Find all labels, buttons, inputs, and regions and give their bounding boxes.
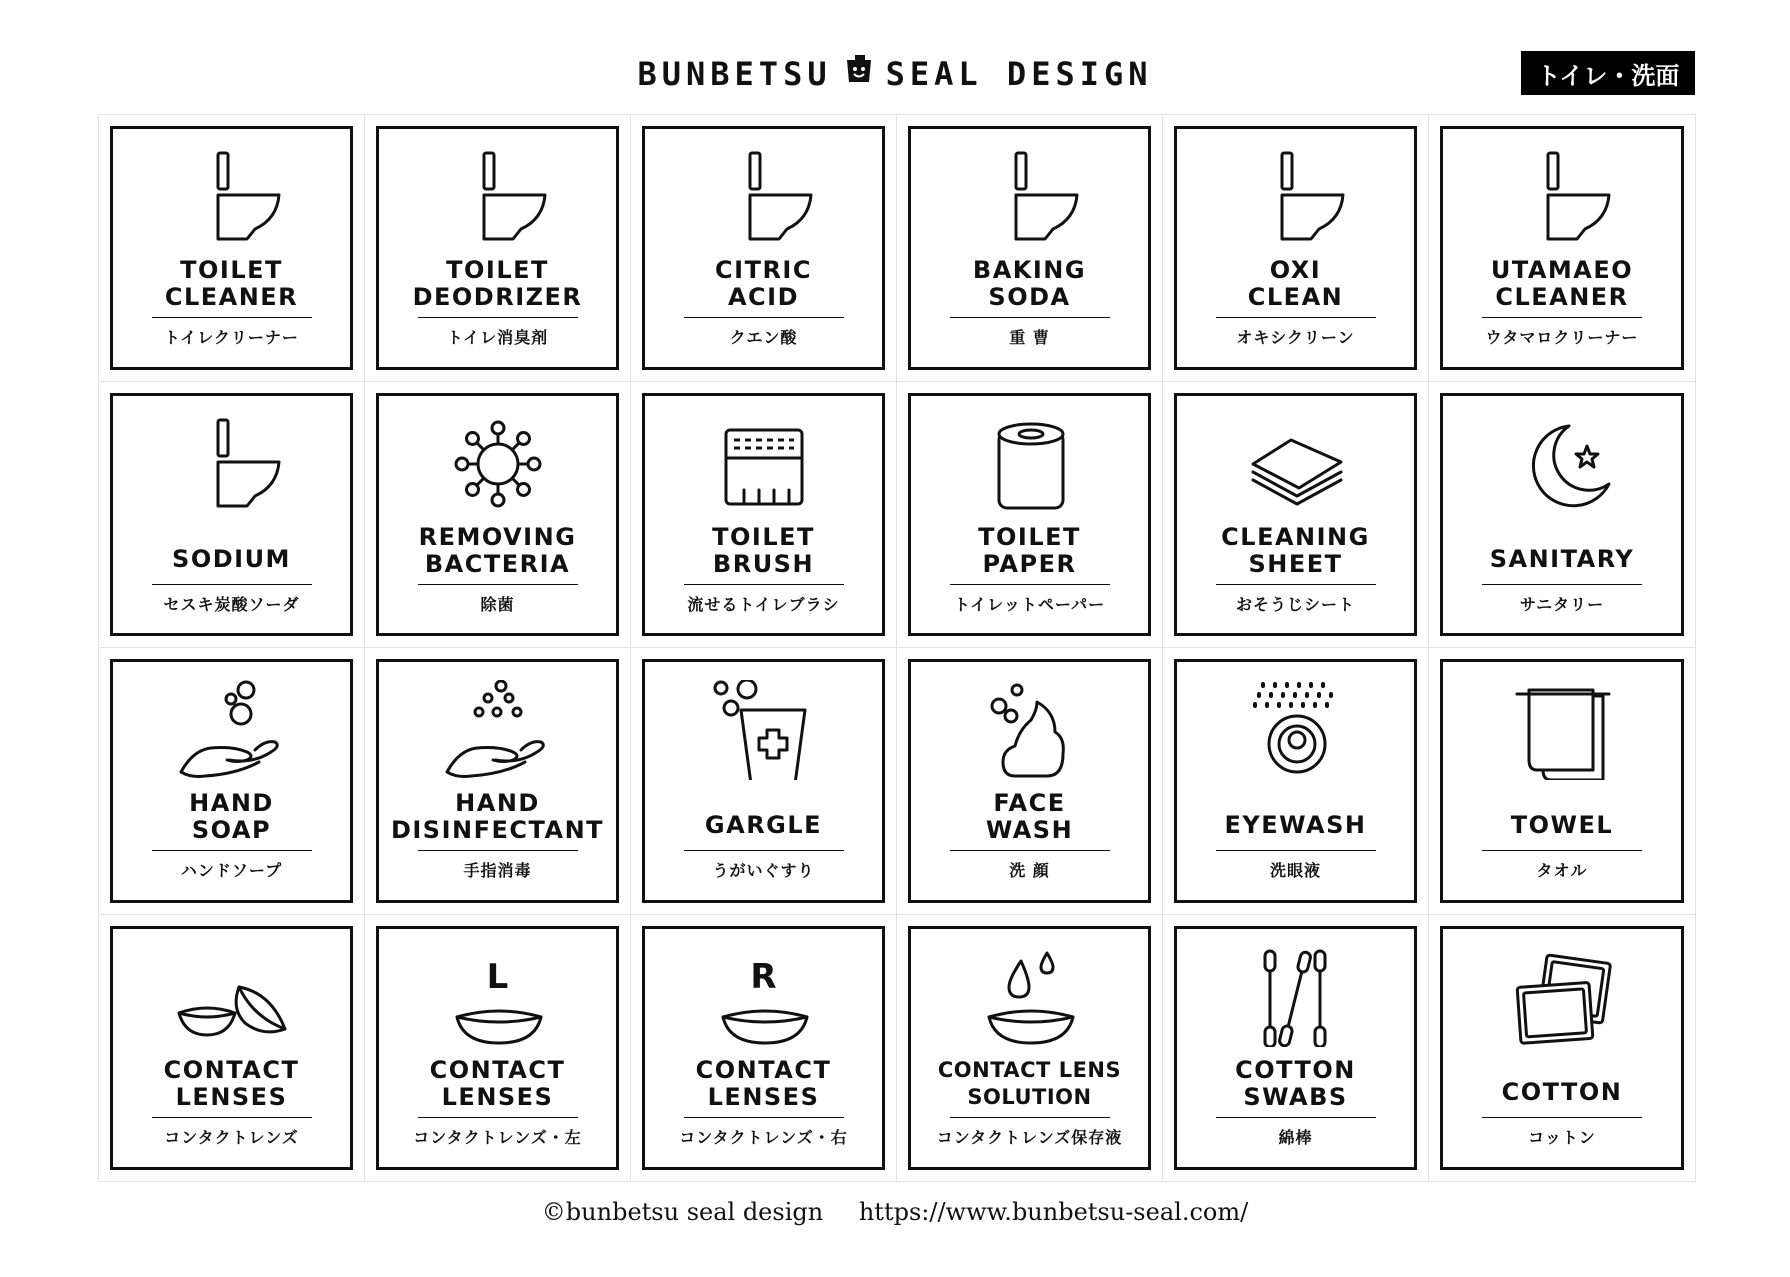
seal-title — [1443, 546, 1681, 573]
seal-divider — [418, 1117, 578, 1118]
seal-label — [1174, 126, 1417, 370]
seal-japanese-label: おそうじシート — [1235, 594, 1355, 614]
seal-title — [911, 524, 1148, 578]
seal-cell — [631, 648, 897, 915]
lens-side-mark: L — [486, 956, 509, 997]
seal-cell — [1163, 382, 1429, 649]
seal-title-line: TOILET — [978, 522, 1081, 551]
seal-divider — [1216, 850, 1376, 851]
seal-japanese-label: セスキ炭酸ソーダ — [163, 594, 300, 614]
seal-divider — [1482, 317, 1642, 318]
seal-label — [376, 926, 619, 1171]
seal-title-line: BRUSH — [712, 549, 815, 578]
seal-title-line: CONTACT — [163, 1055, 300, 1084]
seal-label — [110, 393, 353, 637]
seal-title-line: SODIUM — [172, 544, 291, 573]
seal-cell — [99, 915, 365, 1182]
seal-title — [911, 1057, 1148, 1111]
seal-cell — [897, 915, 1163, 1182]
seal-japanese-label: トイレ消臭剤 — [446, 328, 549, 347]
seal-divider — [152, 584, 312, 585]
seal-label — [376, 659, 619, 903]
face-wash-foam-icon — [965, 680, 1095, 780]
seal-japanese-label: 洗 顔 — [1009, 861, 1050, 880]
seal-divider — [1216, 1117, 1376, 1118]
seal-label — [908, 393, 1151, 637]
moon-star-icon — [1497, 414, 1627, 514]
seal-label — [1174, 926, 1417, 1171]
seal-title — [645, 524, 882, 578]
seal-title — [113, 790, 350, 844]
seal-cell — [365, 648, 631, 915]
toilet-icon — [433, 147, 563, 247]
seal-title-line: TOILET — [180, 256, 283, 284]
seal-cell — [1429, 915, 1695, 1182]
toilet-paper-icon — [965, 414, 1095, 514]
seal-title-line: CONTACT — [429, 1055, 566, 1084]
seal-title — [645, 1057, 882, 1111]
seal-label — [1174, 659, 1417, 903]
seal-japanese-label: クエン酸 — [729, 328, 798, 347]
seal-cell — [1163, 115, 1429, 382]
seal-divider — [152, 1117, 312, 1118]
seal-title-line: CONTACT — [695, 1055, 832, 1084]
seal-divider — [950, 850, 1110, 851]
seal-title-line: EYEWASH — [1224, 811, 1367, 839]
seal-title — [1443, 257, 1681, 311]
seal-title — [113, 1057, 350, 1111]
seal-cell — [1163, 915, 1429, 1182]
seal-title — [645, 812, 882, 839]
seal-title — [1443, 1079, 1681, 1106]
seal-label — [908, 126, 1151, 370]
seal-divider — [1482, 1117, 1642, 1118]
seal-japanese-label: 重 曹 — [1009, 328, 1050, 347]
contact-lens-right-icon — [699, 947, 829, 1047]
seal-cell — [365, 115, 631, 382]
seal-label — [642, 126, 885, 370]
seal-title-line: LENSES — [441, 1082, 554, 1111]
seal-title-line: DISINFECTANT — [390, 816, 605, 844]
seal-title-line: SWABS — [1243, 1082, 1348, 1111]
seal-cell — [365, 915, 631, 1182]
cotton-pads-icon — [1497, 947, 1627, 1047]
brand-name-left: BUNBETSU — [637, 55, 832, 93]
seal-cell — [897, 115, 1163, 382]
seal-title-line: ACID — [727, 283, 800, 311]
seal-title-line: COTTON — [1235, 1055, 1356, 1084]
seal-cell — [1163, 648, 1429, 915]
seal-sheet — [98, 114, 1696, 1182]
seal-divider — [950, 317, 1110, 318]
seal-cell — [365, 382, 631, 649]
toilet-icon — [167, 414, 297, 514]
seal-title-line: GARGLE — [704, 811, 823, 839]
bacteria-icon — [433, 414, 563, 514]
seal-title-line: HAND — [189, 789, 274, 817]
seal-title-line: CLEANING — [1221, 522, 1370, 551]
brand-name-right: SEAL DESIGN — [885, 55, 1153, 93]
seal-japanese-label: ハンドソープ — [180, 861, 283, 880]
eyewash-icon — [1231, 680, 1361, 780]
seal-title-line: TOILET — [446, 256, 549, 284]
seal-japanese-label: トイレットペーパー — [953, 594, 1106, 614]
seal-title-line: LENSES — [175, 1082, 288, 1111]
seal-title — [113, 546, 350, 573]
copyright-text: ©bunbetsu seal design — [541, 1198, 824, 1226]
seal-japanese-label: 綿棒 — [1278, 1127, 1313, 1147]
seal-label — [642, 393, 885, 637]
seal-label — [376, 393, 619, 637]
seal-japanese-label: 洗眼液 — [1269, 861, 1321, 880]
seal-japanese-label: オキシクリーン — [1236, 328, 1355, 347]
seal-title-line: SOAP — [191, 816, 272, 844]
seal-title — [645, 257, 882, 311]
seal-japanese-label: うがいぐすり — [712, 861, 815, 880]
seal-title — [1177, 257, 1414, 311]
seal-japanese-label: トイレクリーナー — [164, 328, 299, 347]
seal-title-line: SOLUTION — [967, 1084, 1092, 1109]
seal-title-line: PAPER — [982, 549, 1077, 578]
seal-japanese-label: サニタリー — [1519, 594, 1605, 614]
seal-japanese-label: 除菌 — [480, 594, 515, 614]
seal-divider — [950, 584, 1110, 585]
seal-title — [379, 790, 616, 844]
seal-japanese-label: コンタクトレンズ・右 — [679, 1127, 848, 1147]
seal-title-line: DEODRIZER — [412, 283, 583, 311]
seal-title-line: BACTERIA — [424, 549, 571, 578]
seal-title-line: CITRIC — [715, 256, 812, 284]
toilet-icon — [699, 147, 829, 247]
seal-title-line: BAKING — [972, 256, 1087, 284]
category-badge: トイレ・洗面 — [1521, 51, 1695, 95]
seal-label — [110, 126, 353, 370]
seal-divider — [1482, 850, 1642, 851]
towel-icon — [1497, 680, 1627, 780]
seal-divider — [418, 584, 578, 585]
seal-divider — [1216, 317, 1376, 318]
seal-title-line: TOILET — [712, 522, 815, 551]
seal-japanese-label: コンタクトレンズ — [164, 1127, 299, 1147]
seal-cell — [99, 648, 365, 915]
lens-side-mark: R — [750, 956, 777, 997]
seal-label — [376, 126, 619, 370]
seal-label — [1440, 659, 1684, 903]
seal-label — [110, 659, 353, 903]
seal-divider — [684, 584, 844, 585]
hand-disinfectant-icon — [433, 680, 563, 780]
seal-title — [379, 257, 616, 311]
seal-divider — [418, 850, 578, 851]
toilet-icon — [965, 147, 1095, 247]
seal-cell — [631, 382, 897, 649]
seal-title-line: SHEET — [1248, 549, 1343, 578]
footer — [0, 1198, 1790, 1226]
seal-label — [110, 926, 353, 1171]
seal-title-line: CONTACT LENS — [937, 1057, 1122, 1082]
contact-lens-left-icon — [433, 947, 563, 1047]
seal-title-line: OXI — [1269, 256, 1322, 284]
seal-japanese-label: 手指消毒 — [463, 861, 532, 880]
seal-title-line: TOWEL — [1510, 811, 1614, 839]
seal-title — [1177, 812, 1414, 839]
seal-divider — [684, 1117, 844, 1118]
gargle-cup-icon — [699, 680, 829, 780]
seal-label — [1174, 393, 1417, 637]
seal-divider — [152, 850, 312, 851]
seal-title — [379, 524, 616, 578]
seal-label — [908, 926, 1151, 1171]
seal-label — [1440, 126, 1684, 370]
cleaning-sheet-icon — [1231, 414, 1361, 514]
seal-label — [642, 659, 885, 903]
seal-cell — [631, 915, 897, 1182]
seal-title-line: LENSES — [707, 1082, 820, 1111]
seal-title-line: CLEANER — [1495, 283, 1629, 311]
seal-divider — [950, 1117, 1110, 1118]
seal-divider — [1482, 584, 1642, 585]
seal-label — [908, 659, 1151, 903]
seal-cell — [99, 115, 365, 382]
toilet-brush-icon — [699, 414, 829, 514]
seal-title-line: SANITARY — [1489, 544, 1635, 573]
seal-cell — [1429, 382, 1695, 649]
contact-lenses-icon — [167, 947, 297, 1047]
seal-japanese-label: 流せるトイレブラシ — [687, 594, 840, 614]
seal-title-line: CLEANER — [164, 283, 299, 311]
seal-divider — [1216, 584, 1376, 585]
seal-title — [1177, 1057, 1414, 1111]
seal-title — [113, 257, 350, 311]
seal-cell — [897, 382, 1163, 649]
seal-title — [911, 257, 1148, 311]
site-url: https://www.bunbetsu-seal.com/ — [858, 1198, 1249, 1226]
seal-divider — [684, 317, 844, 318]
seal-title-line: CLEAN — [1247, 283, 1344, 311]
seal-japanese-label: コットン — [1528, 1127, 1596, 1147]
seal-title-line: HAND — [455, 789, 540, 817]
seal-cell — [1429, 115, 1695, 382]
seal-title — [379, 1057, 616, 1111]
toilet-icon — [167, 147, 297, 247]
seal-cell — [1429, 648, 1695, 915]
seal-title — [1177, 524, 1414, 578]
seal-japanese-label: コンタクトレンズ・左 — [413, 1127, 582, 1147]
seal-label — [1440, 926, 1684, 1171]
seal-cell — [897, 648, 1163, 915]
seal-cell — [99, 382, 365, 649]
seal-title — [1443, 812, 1681, 839]
seal-japanese-label: ウタマロクリーナー — [1485, 328, 1639, 347]
cotton-swabs-icon — [1231, 947, 1361, 1047]
hand-soap-icon — [167, 680, 297, 780]
toilet-icon — [1231, 147, 1361, 247]
seal-divider — [152, 317, 312, 318]
lens-solution-icon — [965, 947, 1095, 1047]
seal-label — [642, 926, 885, 1171]
seal-divider — [684, 850, 844, 851]
seal-title — [911, 790, 1148, 844]
seal-title-line: UTAMAEO — [1490, 256, 1634, 284]
seal-title-line: FACE — [993, 789, 1066, 817]
seal-title-line: REMOVING — [418, 522, 577, 551]
mascot-icon — [844, 51, 874, 95]
seal-label — [1440, 393, 1684, 637]
seal-title-line: WASH — [985, 816, 1074, 844]
seal-japanese-label: タオル — [1536, 861, 1588, 880]
seal-title-line: SODA — [988, 283, 1071, 311]
seal-divider — [418, 317, 578, 318]
seal-cell — [631, 115, 897, 382]
seal-japanese-label: コンタクトレンズ保存液 — [936, 1127, 1123, 1147]
toilet-icon — [1497, 147, 1627, 247]
seal-title-line: COTTON — [1501, 1077, 1623, 1106]
